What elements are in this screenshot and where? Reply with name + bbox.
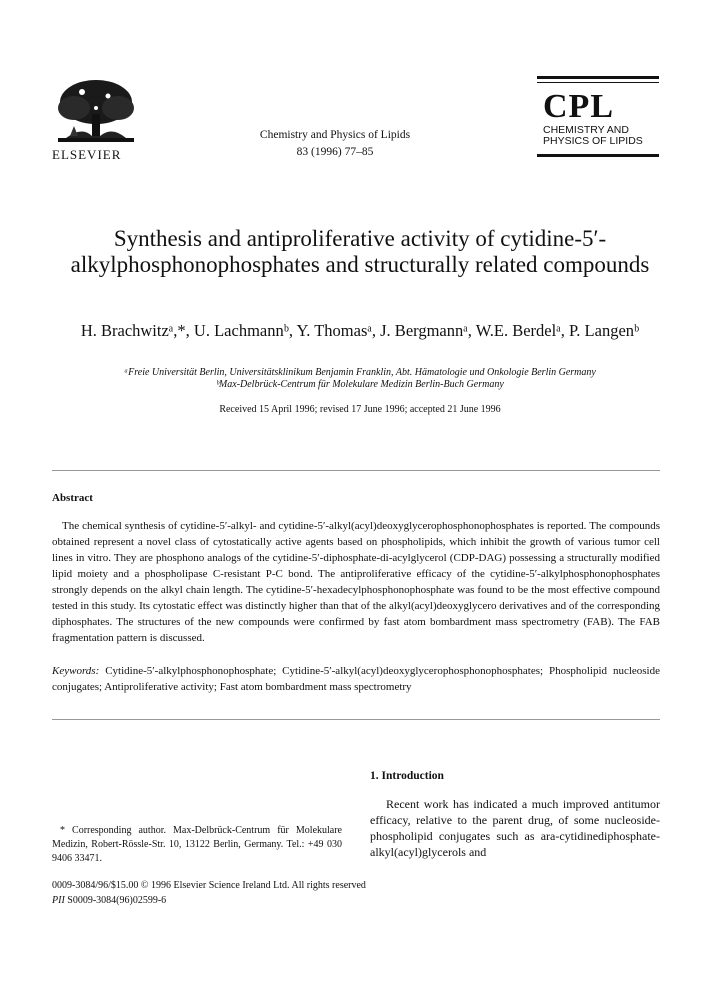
keywords-text: Cytidine-5′-alkylphosphonophosphate; Cytidine-5′-alkyl(acyl)deoxyglycerophosphonophosphates; Phospholipid nucleoside conjugates; Antiproliferative activity; Fast atom bombardment mass spectrometry [52,665,660,693]
logo-rule-bottom [537,154,659,157]
article-title: Synthesis and antiproliferative activity of cytidine-5′-alkylphosphonophosphates and structurally related compounds [70,226,650,277]
journal-name: Chemistry and Physics of Lipids [259,129,411,141]
introduction-text: Recent work has indicated a much improved antitumor efficacy, relative to the parent drug, of some nucleoside-phospholipid conjugates such as ara-cytidinediphosphate-alkyl(acyl)glycerols and [370,797,660,859]
journal-logo: CPL [543,88,614,125]
pii-label: PII [52,895,65,906]
received-dates: Received 15 April 1996; revised 17 June 1996; accepted 21 June 1996 [219,404,501,415]
keywords [52,663,660,695]
elsevier-tree-icon [52,78,138,146]
pii-line [52,895,166,906]
pii-value: S0009-3084(96)02599-6 [67,895,167,906]
abstract-text: The chemical synthesis of cytidine-5′-alkyl- and cytidine-5′-alkyl(acyl)deoxyglycerophosphonophosphates is reported. The compounds obtained represent a novel class of cytostatically active agents based on phospholipids, which inhibit the growth of various tumor cell lines in vitro. They are phosphono analogs of the cytidine-5′-diphosphate-di-acylglycerol (CDP-DAG) possessing a structurally modified lipid moiety and a phospholipase C-resistant P-C bond. The antiproliferative efficacy of the cytidine-5′-alkylphosphonophosphates strongly depends on the alkyl chain length. The cytidine-5′-hexadecylphosphonophosphate was found to be the most effective compound tested in this study. Its cytostatic effect was distinctly higher than that of the alkyl(acyl)deoxyglycero derivatives and of the corresponding diphosphates. The structures of the new compounds were confirmed by fast atom bombardment mass spectrometry (FAB). The FAB fragmentation pattern is discussed. [52,520,660,644]
affiliations [60,367,660,391]
divider-bottom [52,719,660,720]
divider-top [52,470,660,471]
corresponding-author-footnote: * Corresponding author. Max-Delbrück-Centrum für Molekulare Medizin, Robert-Rössle-Str. 10, 13122 Berlin, Germany. Tel.: +49 030 9406 33471. [52,825,342,864]
journal-reference: 83 (1996) 77–85 [296,146,374,158]
author-list: H. Brachwitzᵃ,*, U. Lachmannᵇ, Y. Thomasᵃ, J. Bergmannᵃ, W.E. Berdelᵃ, P. Langenᵇ [80,321,640,340]
keywords-label: Keywords: [52,665,100,677]
affiliation-a: ᵃFreie Universität Berlin, Universitätsklinikum Benjamin Franklin, Abt. Hämatologie und Onkologie Berlin Germany [124,367,596,378]
abstract-heading: Abstract [52,492,93,504]
logo-rule-top-thin [537,82,659,83]
journal-logo-subtitle-1: CHEMISTRY AND [543,124,629,136]
journal-logo-subtitle-2: PHYSICS OF LIPIDS [543,135,643,147]
affiliation-b: ᵇMax-Delbrück-Centrum für Molekulare Medizin Berlin-Buch Germany [216,379,504,390]
publisher-name: ELSEVIER [52,147,122,162]
logo-rule-top [537,76,659,79]
copyright-line: 0009-3084/96/$15.00 © 1996 Elsevier Science Ireland Ltd. All rights reserved [52,880,366,891]
section-heading-introduction: 1. Introduction [370,770,444,782]
